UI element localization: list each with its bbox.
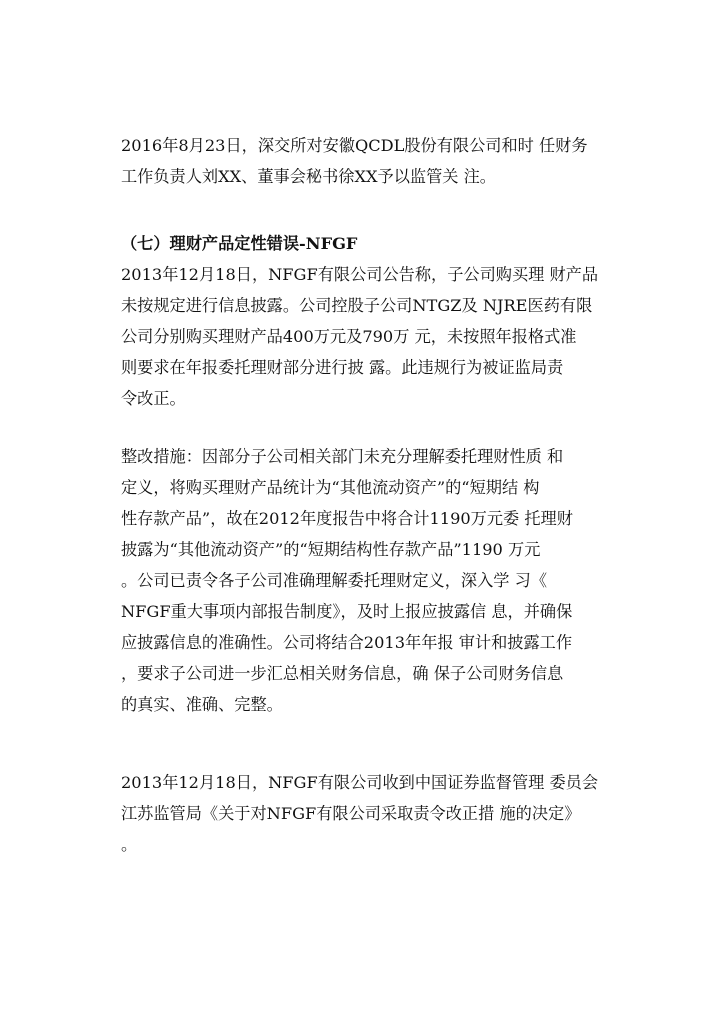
text-line: 定义，将购买理财产品统计为“其他流动资产”的“短期结 构: [121, 478, 540, 497]
text-line: 2013年12月18日，NFGF有限公司公告称，子公司购买理 财产品: [121, 265, 599, 284]
text-line: 。: [121, 835, 138, 854]
text-line: 应披露信息的准确性。公司将结合2013年年报 审计和披露工作: [121, 633, 573, 652]
text-line: 工作负责人刘XX、董事会秘书徐XX予以监管关 注。: [121, 167, 496, 186]
text-line: 2016年8月23日，深交所对安徽QCDL股份有限公司和时 任财务: [121, 136, 588, 155]
text-line: 则要求在年报委托理财部分进行披 露。此违规行为被证监局责: [121, 358, 564, 377]
text-line: 。公司已责令各子公司准确理解委托理财定义，深入学 习《: [121, 571, 548, 590]
section-heading-7: [121, 228, 611, 259]
text-line: 令改正。: [121, 389, 186, 408]
text-line: 披露为“其他流动资产”的“短期结构性存款产品”1190 万元: [121, 540, 541, 559]
paragraph-shenzhen-exchange-supervision: [121, 130, 611, 192]
paragraph-rectification-measures: [121, 441, 611, 720]
paragraph-nfgf-announcement: [121, 259, 611, 414]
text-line: 整改措施：因部分子公司相关部门未充分理解委托理财性质 和: [121, 447, 564, 466]
text-line: 的真实、准确、完整。: [121, 695, 283, 714]
text-line: ，要求子公司进一步汇总相关财务信息，确 保子公司财务信息: [121, 664, 564, 683]
text-line: 公司分别购买理财产品400万元及790万 元，未按照年报格式准: [121, 327, 577, 346]
text-line: 2013年12月18日，NFGF有限公司收到中国证券监督管理 委员会: [121, 773, 599, 792]
section-heading-text: （七）理财产品定性错误-NFGF: [121, 234, 358, 253]
paragraph-csrc-decision: [121, 767, 611, 860]
text-line: 性存款产品”，故在2012年度报告中将合计1190万元委 托理财: [121, 509, 573, 528]
text-line: NFGF重大事项内部报告制度》，及时上报应披露信 息，并确保: [121, 602, 573, 621]
text-line: 江苏监管局《关于对NFGF有限公司采取责令改正措 施的决定》: [121, 804, 581, 823]
text-line: 未按规定进行信息披露。公司控股子公司NTGZ及 NJRE医药有限: [121, 296, 593, 315]
